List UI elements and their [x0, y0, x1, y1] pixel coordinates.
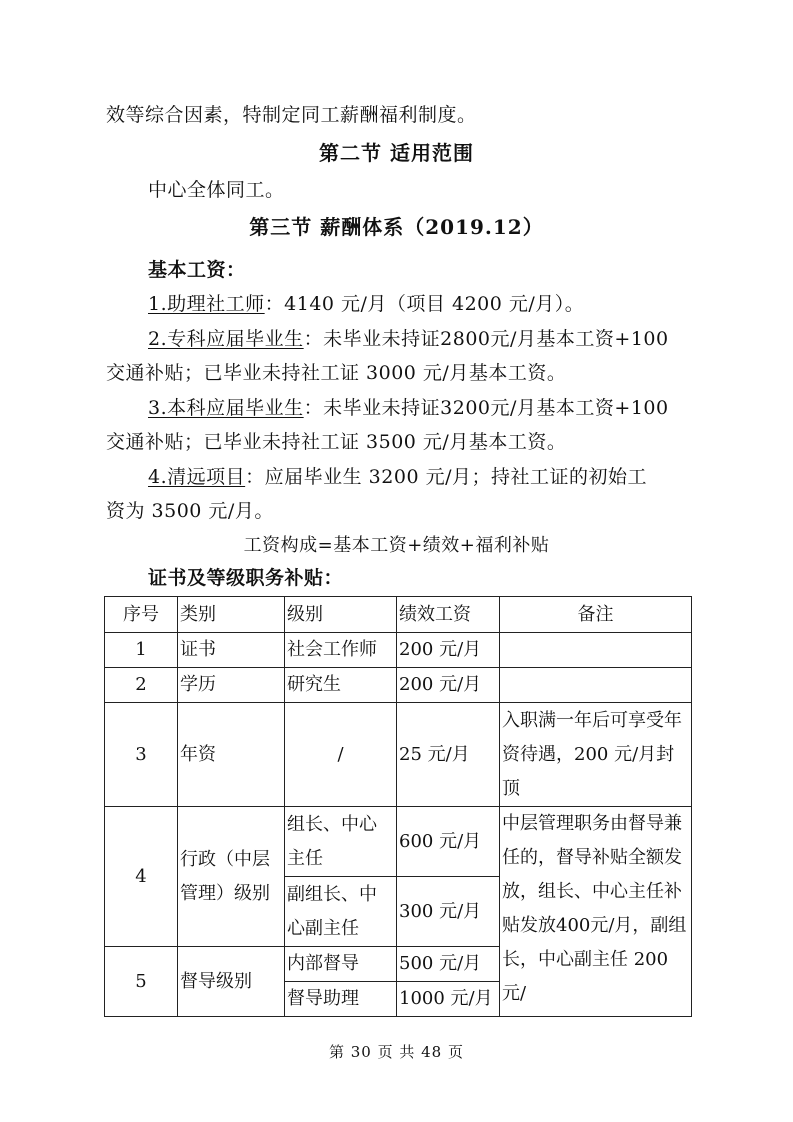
intro-tail-paragraph: 效等综合因素，特制定同工薪酬福利制度。: [106, 104, 477, 126]
row-3-remark: 入职满一年后可享受年资待遇，200 元/月封顶: [500, 703, 692, 807]
salary-formula: 工资构成=基本工资+绩效+福利补贴: [243, 535, 550, 556]
page-footer: 第 30 页 共 48 页: [328, 1043, 464, 1061]
row-4b-level: 副组长、中心副主任: [285, 877, 397, 947]
row-3-pay: 25 元/月: [397, 703, 500, 807]
row-1-remark: [500, 633, 692, 668]
row-1-no: 1: [105, 633, 178, 668]
salary-item-1-label: 1.助理社工师: [148, 293, 265, 315]
table-row: [105, 703, 692, 807]
row-4-remark: 中层管理职务由督导兼任的，督导补贴全额发放，组长、中心主任补贴发放400元/月，副组长，中心副主任 200 元/: [500, 807, 692, 1017]
row-4-no: 4: [105, 807, 178, 947]
salary-item-2-text: ：未毕业未持证2800元/月基本工资+100: [303, 328, 669, 350]
basic-salary-heading: 基本工资：: [148, 259, 246, 281]
row-1-level: 社会工作师: [285, 633, 397, 668]
row-2-category: 学历: [178, 668, 285, 703]
header-performance-pay: 绩效工资: [397, 597, 500, 633]
header-category: 类别: [178, 597, 285, 633]
row-2-remark: [500, 668, 692, 703]
salary-item-2-continued: 交通补贴；已毕业未持社工证 3000 元/月基本工资。: [106, 362, 567, 384]
cert-allowance-heading: 证书及等级职务补贴：: [148, 567, 344, 589]
row-5b-pay: 1000 元/月: [397, 982, 500, 1017]
salary-item-1: [148, 292, 584, 316]
salary-item-2: [148, 327, 669, 351]
header-level: 级别: [285, 597, 397, 633]
row-1-category: 证书: [178, 633, 285, 668]
row-5-no: 5: [105, 947, 178, 1017]
section-3-title: 第三节 薪酬体系（2019.12）: [249, 215, 544, 239]
row-5-category: 督导级别: [178, 947, 285, 1017]
row-5a-pay: 500 元/月: [397, 947, 500, 982]
allowance-table: [104, 596, 692, 1017]
section-2-text: 中心全体同工。: [148, 179, 285, 201]
salary-item-4-continued: 资为 3500 元/月。: [106, 500, 274, 522]
header-no: 序号: [105, 597, 178, 633]
row-3-category: 年资: [178, 703, 285, 807]
salary-item-1-text: ：4140 元/月（项目 4200 元/月）。: [264, 293, 585, 315]
row-5b-level: 督导助理: [285, 982, 397, 1017]
salary-item-2-label: 2.专科应届毕业生: [148, 328, 304, 350]
section-2-title: 第二节 适用范围: [319, 141, 474, 165]
salary-item-4: [148, 465, 647, 489]
salary-item-3-continued: 交通补贴；已毕业未持社工证 3500 元/月基本工资。: [106, 431, 567, 453]
salary-item-4-label: 4.清远项目: [148, 466, 246, 488]
table-row: [105, 807, 692, 877]
salary-item-4-text: ：应届毕业生 3200 元/月；持社工证的初始工: [245, 466, 647, 488]
table-row: [105, 668, 692, 703]
row-3-no: 3: [105, 703, 178, 807]
row-4a-level: 组长、中心主任: [285, 807, 397, 877]
row-1-pay: 200 元/月: [397, 633, 500, 668]
table-row: [105, 633, 692, 668]
row-3-level: /: [285, 703, 397, 807]
row-2-level: 研究生: [285, 668, 397, 703]
row-4b-pay: 300 元/月: [397, 877, 500, 947]
table-header-row: [105, 597, 692, 633]
row-4-category: 行政（中层管理）级别: [178, 807, 285, 947]
row-4a-pay: 600 元/月: [397, 807, 500, 877]
salary-item-3-text: ：未毕业未持证3200元/月基本工资+100: [303, 397, 669, 419]
row-2-no: 2: [105, 668, 178, 703]
header-remark: 备注: [500, 597, 692, 633]
salary-item-3: [148, 396, 669, 420]
row-2-pay: 200 元/月: [397, 668, 500, 703]
salary-item-3-label: 3.本科应届毕业生: [148, 397, 304, 419]
row-5a-level: 内部督导: [285, 947, 397, 982]
